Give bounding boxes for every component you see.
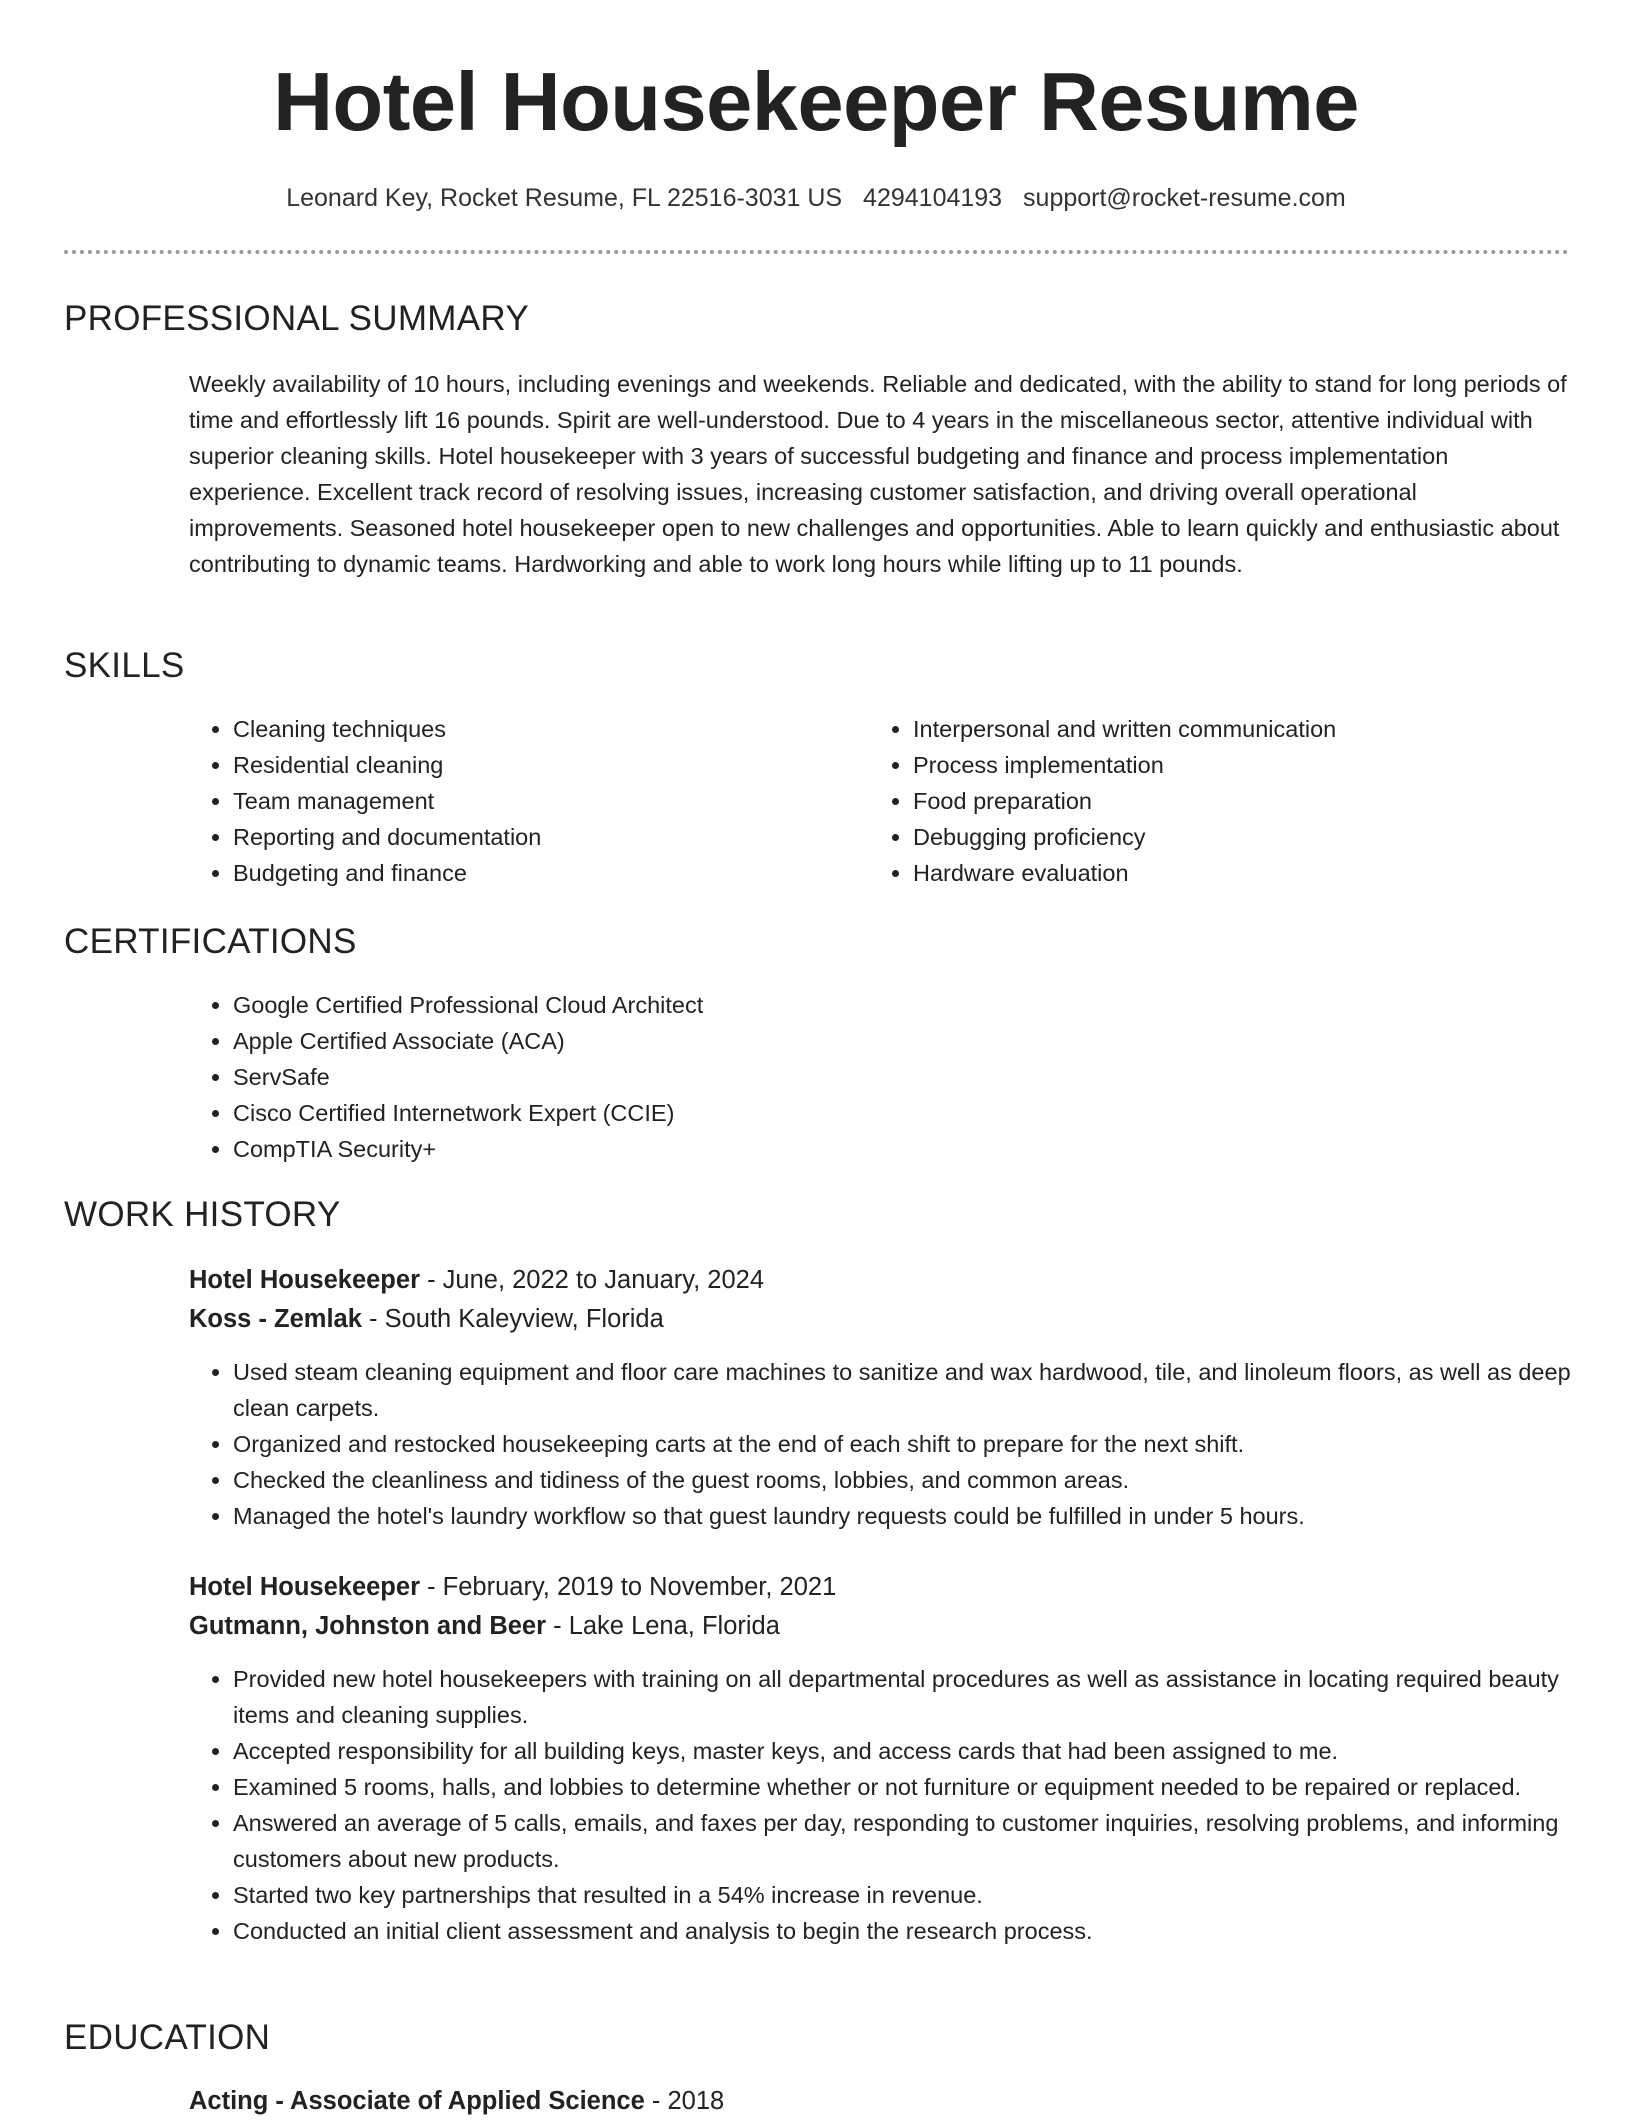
contact-address: Leonard Key, Rocket Resume, FL 22516-3031 US (286, 184, 843, 212)
job-company: Koss - Zemlak (189, 1305, 362, 1333)
job-2-header (189, 1568, 836, 1646)
education-entry (189, 2082, 724, 2121)
job-1-company-line (189, 1300, 764, 1339)
job-bullet: • Accepted responsibility for all building keys, master keys, and access cards that had been assigned to me. (233, 1733, 1613, 1769)
skills-list-right (869, 711, 1613, 891)
job-bullet: • Provided new hotel housekeepers with training on all departmental procedures as well as assistance in locating required beauty items and cleaning supplies. (233, 1661, 1613, 1733)
job-1-bullets (189, 1354, 1613, 1534)
skill-item: • Debugging proficiency (913, 819, 1613, 855)
skill-item: • Cleaning techniques (233, 711, 893, 747)
certification-item: • ServSafe (233, 1059, 1613, 1095)
certification-item: • Google Certified Professional Cloud Architect (233, 987, 1613, 1023)
job-location: - South Kaleyview, Florida (361, 1305, 664, 1333)
skill-item: • Reporting and documentation (233, 819, 893, 855)
job-2-title-line (189, 1568, 836, 1607)
work-history-heading: WORK HISTORY (64, 1195, 341, 1234)
skill-item: • Interpersonal and written communication (913, 711, 1613, 747)
summary-heading: PROFESSIONAL SUMMARY (64, 299, 529, 338)
job-2-bullets (189, 1661, 1613, 1949)
contact-phone: 4294104193 (863, 184, 1003, 212)
job-dates: - February, 2019 to November, 2021 (420, 1573, 837, 1601)
education-heading: EDUCATION (64, 2018, 271, 2057)
skills-list-left (189, 711, 893, 891)
education-degree: Acting - Associate of Applied Science (189, 2087, 645, 2115)
job-bullet: • Examined 5 rooms, halls, and lobbies to determine whether or not furniture or equipment needed to be repaired or replaced. (233, 1769, 1613, 1805)
job-bullet: • Checked the cleanliness and tidiness of the guest rooms, lobbies, and common areas. (233, 1462, 1613, 1498)
certification-item: • Cisco Certified Internetwork Expert (CCIE) (233, 1095, 1613, 1131)
certifications-list (189, 987, 1613, 1167)
skill-item: • Budgeting and finance (233, 855, 893, 891)
job-bullet: • Organized and restocked housekeeping carts at the end of each shift to prepare for the next shift. (233, 1426, 1613, 1462)
skill-item: • Process implementation (913, 747, 1613, 783)
contact-line (0, 182, 1632, 214)
job-1-title-line (189, 1261, 764, 1300)
skill-item: • Food preparation (913, 783, 1613, 819)
job-title: Hotel Housekeeper (189, 1573, 420, 1601)
job-title: Hotel Housekeeper (189, 1266, 420, 1294)
job-bullet: • Started two key partnerships that resulted in a 54% increase in revenue. (233, 1877, 1613, 1913)
certifications-heading: CERTIFICATIONS (64, 922, 357, 961)
header-divider (64, 250, 1569, 254)
contact-email[interactable]: support@rocket-resume.com (1023, 184, 1346, 212)
job-2-company-line (189, 1607, 836, 1646)
job-bullet: • Conducted an initial client assessment and analysis to begin the research process. (233, 1913, 1613, 1949)
skill-item: • Team management (233, 783, 893, 819)
job-bullet: • Managed the hotel's laundry workflow so that guest laundry requests could be fulfilled in under 5 hours. (233, 1498, 1613, 1534)
job-bullet: • Answered an average of 5 calls, emails, and faxes per day, responding to customer inquiries, resolving problems, and informing customers about new products. (233, 1805, 1613, 1877)
job-location: - Lake Lena, Florida (546, 1612, 780, 1640)
skill-item: • Hardware evaluation (913, 855, 1613, 891)
certification-item: • Apple Certified Associate (ACA) (233, 1023, 1613, 1059)
job-company: Gutmann, Johnston and Beer (189, 1612, 547, 1640)
education-year: - 2018 (644, 2087, 725, 2115)
job-bullet: • Used steam cleaning equipment and floor care machines to sanitize and wax hardwood, tile, and linoleum floors, as well as deep clean carpets. (233, 1354, 1613, 1426)
summary-text: Weekly availability of 10 hours, including evenings and weekends. Reliable and dedicated, with the ability to stand for long periods of time and effortlessly lift 16 pounds. Spirit are well-understood. Due to 4 years in the miscellaneous sector, attentive individual with superior cleaning skills. Hotel housekeeper with 3 years of successful budgeting and finance and process implementation experience. Excellent track record of resolving issues, increasing customer satisfaction, and driving overall operational improvements. Seasoned hotel housekeeper open to new challenges and opportunities. Able to learn quickly and enthusiastic about contributing to dynamic teams. Hardworking and able to work long hours while lifting up to 11 pounds. (189, 371, 1567, 577)
resume-title: Hotel Housekeeper Resume (273, 55, 1359, 148)
job-dates: - June, 2022 to January, 2024 (420, 1266, 765, 1294)
skill-item: • Residential cleaning (233, 747, 893, 783)
skills-heading: SKILLS (64, 646, 185, 685)
certification-item: • CompTIA Security+ (233, 1131, 1613, 1167)
job-1-header (189, 1261, 764, 1339)
